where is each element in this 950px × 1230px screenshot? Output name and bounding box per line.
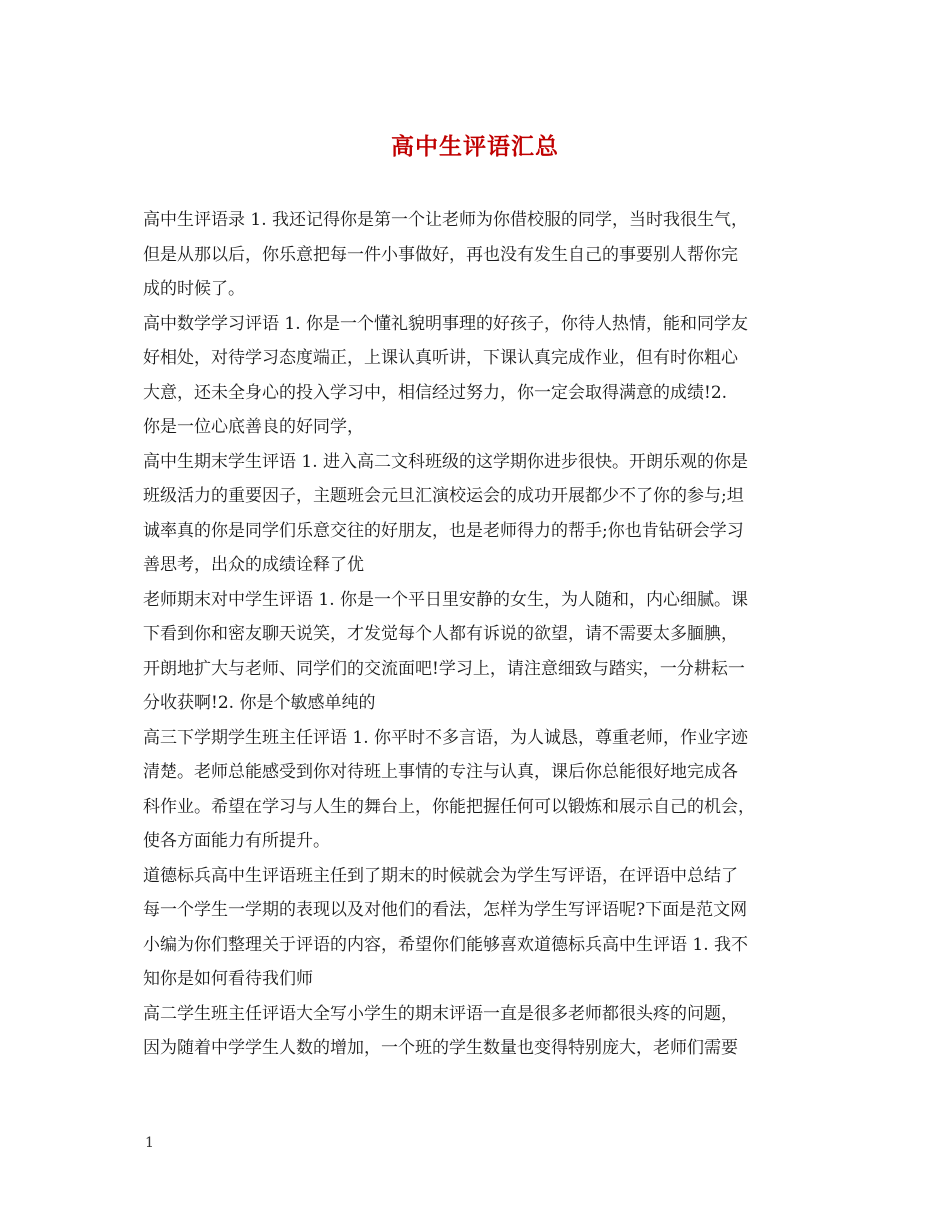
- text-line: 下看到你和密友聊天说笑，才发觉每个人都有诉说的欲望，请不需要太多腼腆，: [143, 624, 738, 644]
- paragraph-4: [143, 583, 823, 721]
- text-line: 成的时候了。: [143, 279, 245, 299]
- document-title: 高中生评语汇总: [391, 133, 559, 160]
- paragraph-2: [143, 307, 823, 445]
- text-line: 使各方面能力有所提升。: [143, 831, 330, 851]
- text-line: 科作业。希望在学习与人生的舞台上，你能把握任何可以锻炼和展示自己的机会，: [143, 796, 755, 817]
- text-line: 好相处，对待学习态度端正，上课认真听讲，下课认真完成作业，但有时你粗心: [143, 348, 738, 368]
- text-line: 但是从那以后，你乐意把每一件小事做好，再也没有发生自己的事要别人帮你完: [143, 244, 738, 265]
- text-line: 高中生评语录 1. 我还记得你是第一个让老师为你借校服的同学，当时我很生气，: [143, 210, 749, 230]
- text-line: 老师期末对中学生评语 1. 你是一个平日里安静的女生，为人随和，内心细腻。课: [143, 589, 749, 610]
- text-line: 每一个学生一学期的表现以及对他们的看法，怎样为学生写评语呢?下面是范文网: [143, 900, 748, 920]
- text-line: 高三下学期学生班主任评语 1. 你平时不多言语，为人诚恳，尊重老师，作业字迹: [143, 727, 749, 748]
- text-line: 清楚。老师总能感受到你对待班上事情的专注与认真，课后你总能很好地完成各: [143, 762, 738, 782]
- text-line: 大意，还未全身心的投入学习中，相信经过努力，你一定会取得满意的成绩!2.: [143, 382, 728, 403]
- page-number: 1: [145, 1135, 154, 1151]
- paragraph-5: [143, 721, 823, 859]
- text-line: 高中数学学习评语 1. 你是一个懂礼貌明事理的好孩子，你待人热情，能和同学友: [143, 313, 749, 334]
- paragraph-1: [143, 203, 823, 307]
- document-body: [143, 203, 823, 1066]
- text-line: 知你是如何看待我们师: [143, 969, 313, 989]
- paragraph-6: [143, 859, 823, 997]
- paragraph-3: [143, 445, 823, 583]
- text-line: 小编为你们整理关于评语的内容，希望你们能够喜欢道德标兵高中生评语 1. 我不: [143, 934, 749, 955]
- text-line: 班级活力的重要因子，主题班会元旦汇演校运会的成功开展都少不了你的参与;坦: [143, 486, 744, 506]
- text-line: 高中生期末学生评语 1. 进入高二文科班级的这学期你进步很快。开朗乐观的你是: [143, 451, 749, 472]
- text-line: 道德标兵高中生评语班主任到了期末的时候就会为学生写评语，在评语中总结了: [143, 865, 738, 886]
- text-line: 因为随着中学学生人数的增加，一个班的学生数量也变得特别庞大，老师们需要: [143, 1038, 738, 1058]
- text-line: 你是一位心底善良的好同学，: [143, 417, 364, 437]
- text-line: 高二学生班主任评语大全写小学生的期末评语一直是很多老师都很头疼的问题，: [143, 1003, 738, 1024]
- text-line: 善思考，出众的成绩诠释了优: [143, 555, 364, 575]
- text-line: 开朗地扩大与老师、同学们的交流面吧!学习上，请注意细致与踏实，一分耕耘一: [143, 658, 745, 679]
- paragraph-7: [143, 997, 823, 1066]
- text-line: 诚率真的你是同学们乐意交往的好朋友，也是老师得力的帮手;你也肯钻研会学习: [143, 520, 744, 541]
- text-line: 分收获啊!2. 你是个敏感单纯的: [143, 693, 376, 713]
